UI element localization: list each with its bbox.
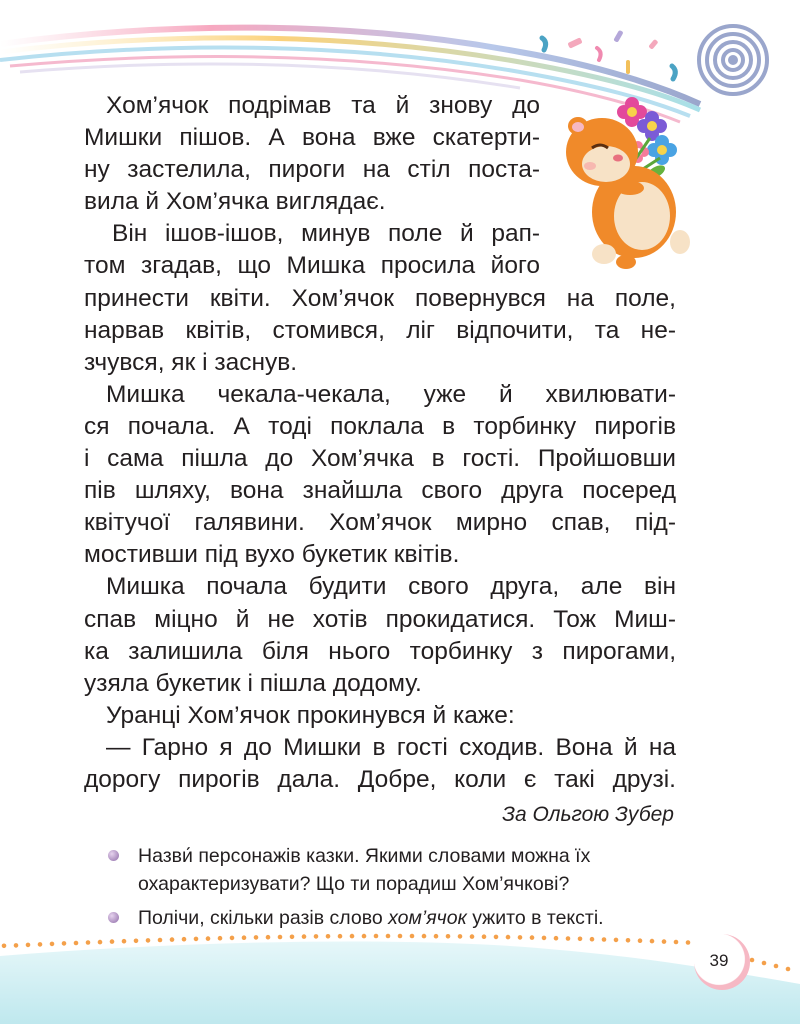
dot	[170, 937, 175, 942]
dot	[578, 937, 583, 942]
text-line: пів шляху, вона знайшла свого друга посеред	[84, 477, 676, 505]
dot	[506, 935, 511, 940]
dot	[638, 938, 643, 943]
dot	[182, 937, 187, 942]
dot	[446, 934, 451, 939]
text-line: Він ішов-ішов, минув поле й рап-	[112, 220, 540, 248]
task-item	[104, 842, 694, 898]
dot	[518, 935, 523, 940]
dot	[98, 940, 103, 945]
dot	[62, 941, 67, 946]
dot	[386, 934, 391, 939]
text-line: дорогу пирогів дала. Добре, коли є такі друзі.	[84, 765, 676, 793]
task-text: ужито в тексті.	[466, 907, 604, 929]
dot	[266, 935, 271, 940]
text-line: вила й Хом’ячка виглядає.	[84, 188, 386, 216]
dot	[74, 941, 79, 946]
dot	[566, 936, 571, 941]
dot	[314, 934, 319, 939]
text-line: ну застелила, пироги на стіл поста-	[84, 156, 540, 184]
dot	[542, 936, 547, 941]
page-number: 39	[709, 951, 729, 970]
paragraph-3	[84, 379, 676, 572]
dot	[218, 936, 223, 941]
dot	[410, 934, 415, 939]
dot	[786, 967, 791, 972]
dot	[326, 934, 331, 939]
dot	[398, 934, 403, 939]
dot	[470, 934, 475, 939]
dot	[158, 938, 163, 943]
text-line: ка залишила біля нього торбинку з пирогами,	[84, 637, 676, 665]
dot	[650, 939, 655, 944]
dot	[242, 935, 247, 940]
dot	[434, 934, 439, 939]
paragraph-1	[84, 90, 676, 218]
text-line: нарвав квітів, стомився, ліг відпочити, та не-	[84, 316, 676, 344]
dot	[762, 961, 767, 966]
dot	[686, 940, 691, 945]
dot	[14, 943, 19, 948]
dot	[374, 934, 379, 939]
dot	[554, 936, 559, 941]
story-text	[84, 90, 676, 796]
dot	[86, 940, 91, 945]
text-line: принести квіти. Хом’ячок повернувся на поле,	[84, 284, 676, 312]
text-line: узяла букетик і пішла додому.	[84, 669, 422, 697]
page-number-badge	[694, 934, 750, 990]
dot	[302, 934, 307, 939]
dot	[482, 934, 487, 939]
dot	[350, 934, 355, 939]
dot	[458, 934, 463, 939]
text-line: ся почала. А тоді поклала в торбинку пирогів	[84, 412, 676, 440]
dot	[774, 964, 779, 969]
paragraph-5	[84, 700, 676, 732]
dot	[290, 935, 295, 940]
paragraph-4	[84, 571, 676, 699]
dot	[278, 935, 283, 940]
dot	[338, 934, 343, 939]
task-line: охарактеризувати? Що ти порадиш Хом’ячкові?	[138, 873, 570, 895]
dot	[26, 943, 31, 948]
text-line: том згадав, що Мишка просила його	[84, 252, 540, 280]
author-attribution: За Ольгою Зубер	[502, 803, 674, 826]
text-line: спав міцно й не хотів прокидатися. Тож Миш-	[84, 605, 676, 633]
dot	[50, 942, 55, 947]
paragraph-2	[84, 218, 676, 378]
spiral-swirl-icon	[699, 26, 767, 94]
dot	[110, 939, 115, 944]
dot	[38, 942, 43, 947]
text-line: квітучої галявини. Хом’ячок мирно спав, під-	[84, 509, 676, 537]
dot	[206, 936, 211, 941]
bullet-icon	[108, 850, 119, 861]
dot	[230, 936, 235, 941]
dot	[122, 939, 127, 944]
dot	[750, 958, 755, 963]
text-line: мостивши під вухо букетик квітів.	[84, 541, 460, 569]
text-line: Мишка чекала-чекала, уже й хвилювати-	[106, 380, 676, 408]
dot	[530, 935, 535, 940]
bottom-band-decoration	[0, 900, 800, 1024]
dot	[602, 937, 607, 942]
dot	[626, 938, 631, 943]
task-emphasis: хом’ячок	[388, 907, 467, 929]
task-text: Полічи, скільки разів слово	[138, 907, 389, 929]
dot	[590, 937, 595, 942]
text-line: і сама пішла до Хом’ячка в гості. Пройшовши	[84, 445, 676, 473]
paragraph-6	[84, 732, 676, 796]
dot	[662, 939, 667, 944]
task-line: Назви́ персонажів казки. Якими словами можна їх	[138, 845, 591, 867]
text-line: Мишки пішов. А вона вже скатерти-	[84, 124, 540, 152]
dot	[134, 939, 139, 944]
dot	[194, 937, 199, 942]
dot	[422, 934, 427, 939]
dot	[494, 935, 499, 940]
text-line: Мишка почала будити свого друга, але він	[106, 573, 676, 601]
dot	[674, 940, 679, 945]
dot	[362, 934, 367, 939]
dot	[614, 938, 619, 943]
text-line: — Гарно я до Мишки в гості сходив. Вона й на	[106, 733, 676, 761]
text-line: зчувся, як і заснув.	[84, 348, 298, 376]
dot	[2, 944, 7, 949]
dot	[254, 935, 259, 940]
text-line: Хом’ячок подрімав та й знову до	[106, 92, 540, 119]
dot	[146, 938, 151, 943]
text-line: Уранці Хом’ячок прокинувся й каже:	[106, 701, 515, 729]
